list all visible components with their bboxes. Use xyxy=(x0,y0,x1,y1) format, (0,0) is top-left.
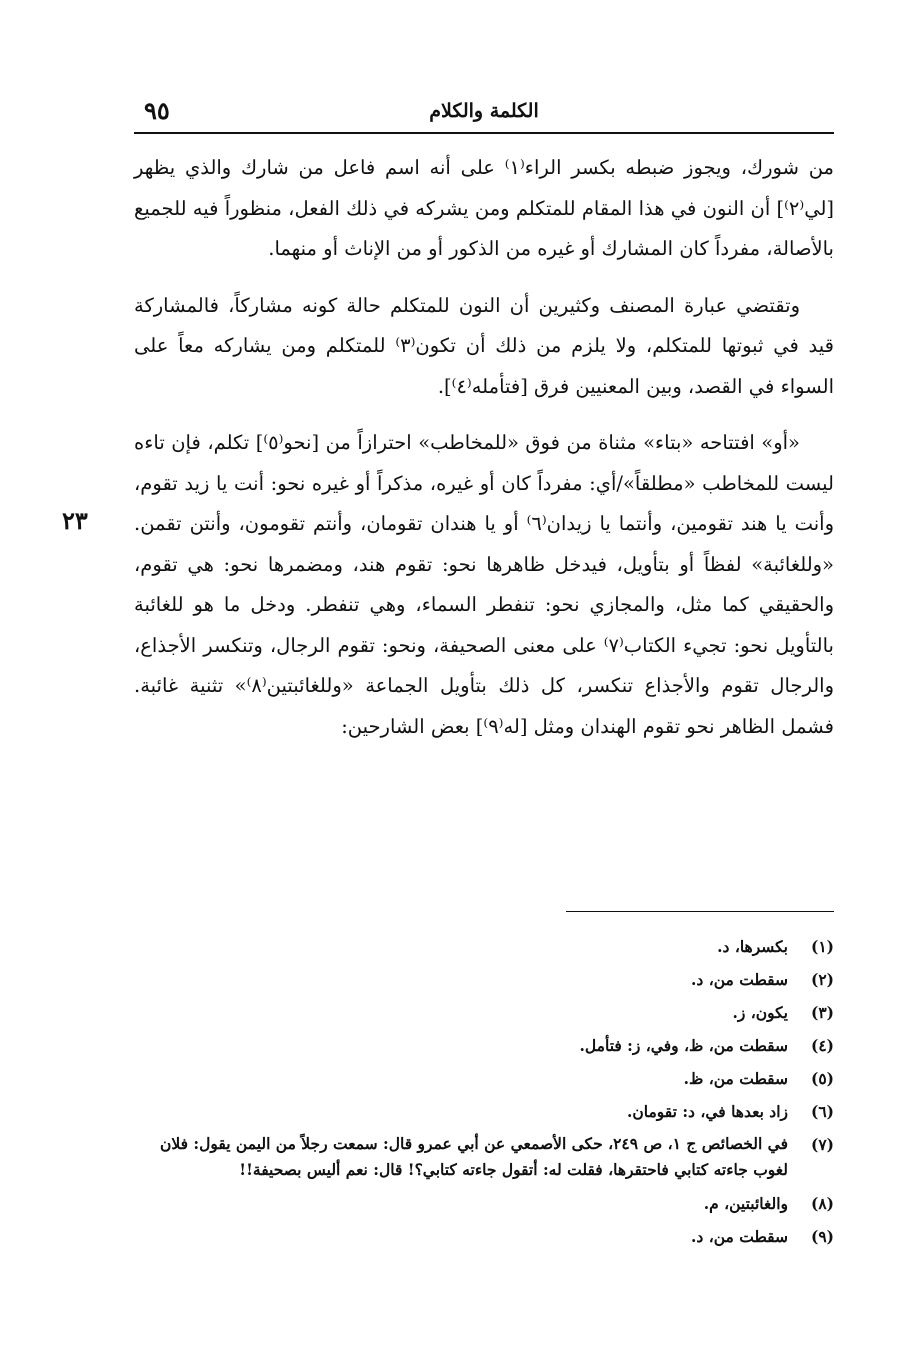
footnote-number: (٢) xyxy=(810,970,834,989)
paragraph-2: وتقتضي عبارة المصنف وكثيرين أن النون للمتكلم حالة كونه مشاركاً، فالمشاركة قيد في ثبوتها للمتكلم، ولا يلزم من ذلك أن تكون⁽٣⁾ للمتكلم ومن يشاركه معاً على السواء في القصد، وبين المعنيين فرق [فتأمله⁽٤⁾]. xyxy=(134,293,834,398)
margin-folio-number: ٢٣ xyxy=(62,506,88,535)
footnote-item xyxy=(130,1062,834,1095)
footnote-text: زاد بعدها في، د: تقومان. xyxy=(626,1102,788,1121)
footnote-item xyxy=(130,1187,834,1220)
running-title: الكلمة والكلام xyxy=(429,100,539,122)
footnote-text: يكون، ز. xyxy=(732,1003,788,1022)
footnote-text: سقطت من، د. xyxy=(691,1227,788,1246)
page-header xyxy=(134,96,834,130)
main-text xyxy=(134,148,834,763)
footnote-number: (٦) xyxy=(810,1102,834,1121)
footnote-item xyxy=(130,930,834,963)
page-number: ٩٥ xyxy=(144,96,170,125)
footnote-text: والغائبتين، م. xyxy=(703,1194,788,1213)
footnote-number: (١) xyxy=(810,937,834,956)
footnote-text: سقطت من، د. xyxy=(691,970,788,989)
footnote-item xyxy=(130,1128,834,1187)
header-rule xyxy=(134,132,834,134)
footnote-text: في الخصائص ج ١، ص ٢٤٩، حكى الأصمعي عن أبي عمرو قال: سمعت رجلاً من اليمن يقول: فلان لغوب جاءته كتابي فاحتقرها، فقلت له: أتقول جاءته كتابي؟! قال: نعم أليس بصحيفة!! xyxy=(159,1134,788,1179)
footnote-text: سقطت من، ظ. xyxy=(683,1069,788,1088)
footnote-text: سقطت من، ظ، وفي، ز: فتأمل. xyxy=(579,1036,788,1055)
footnote-item xyxy=(130,1220,834,1253)
footnote-text: بكسرها، د. xyxy=(717,937,788,956)
footnote-item xyxy=(130,963,834,996)
footnote-item xyxy=(130,996,834,1029)
footnotes xyxy=(130,930,834,1253)
footnote-number: (٩) xyxy=(810,1227,834,1246)
footnote-number: (٣) xyxy=(810,1003,834,1022)
footnote-number: (٧) xyxy=(810,1135,834,1154)
paragraph-1: من شورك، ويجوز ضبطه بكسر الراء⁽١⁾ على أنه اسم فاعل من شارك والذي يظهر [لي⁽٢⁾] أن النون في هذا المقام للمتكلم ومن يشركه في ذلك الفعل، منظوراً فيه للجميع بالأصالة، مفرداً كان المشارك أو غيره من الذكور أو من الإناث أو منهما. xyxy=(134,156,834,260)
paragraph-3: «أو» افتتاحه «بتاء» مثناة من فوق «للمخاطب» احترازاً من [نحو⁽٥⁾] تكلم، فإن تاءه ليست للمخاطب «مطلقاً»/أي: مفرداً كان أو غيره، مذكراً أو غيره نحو: أنت يا زيد تقوم، وأنت يا هند تقومين، وأنتما يا زيدان⁽٦⁾ أو يا هندان تقومان، وأنتم تقومون، وأنتن تقمن. «وللغائبة» لفظاً أو بتأويل، فيدخل ظاهرها نحو: تقوم هند، ومضمرها نحو: هي تقوم، والحقيقي كما مثل، والمجازي نحو: تنفطر السماء، وهي تنفطر. ودخل ما هو للغائبة بالتأويل نحو: تجيء الكتاب⁽٧⁾ على معنى الصحيفة، ونحو: تقوم الرجال، وتنكسر الأجذاع، والرجال تقوم والأجذاع تنكسر، كل ذلك بتأويل الجماعة «وللغائبتين⁽٨⁾» تثنية غائبة. فشمل الظاهر نحو تقوم الهندان ومثل [له⁽٩⁾] بعض الشارحين: xyxy=(134,431,834,738)
footnote-item xyxy=(130,1029,834,1062)
footnote-number: (٥) xyxy=(810,1069,834,1088)
footnote-number: (٤) xyxy=(810,1036,834,1055)
footnote-separator xyxy=(566,911,834,912)
footnote-item xyxy=(130,1095,834,1128)
footnote-number: (٨) xyxy=(810,1194,834,1213)
